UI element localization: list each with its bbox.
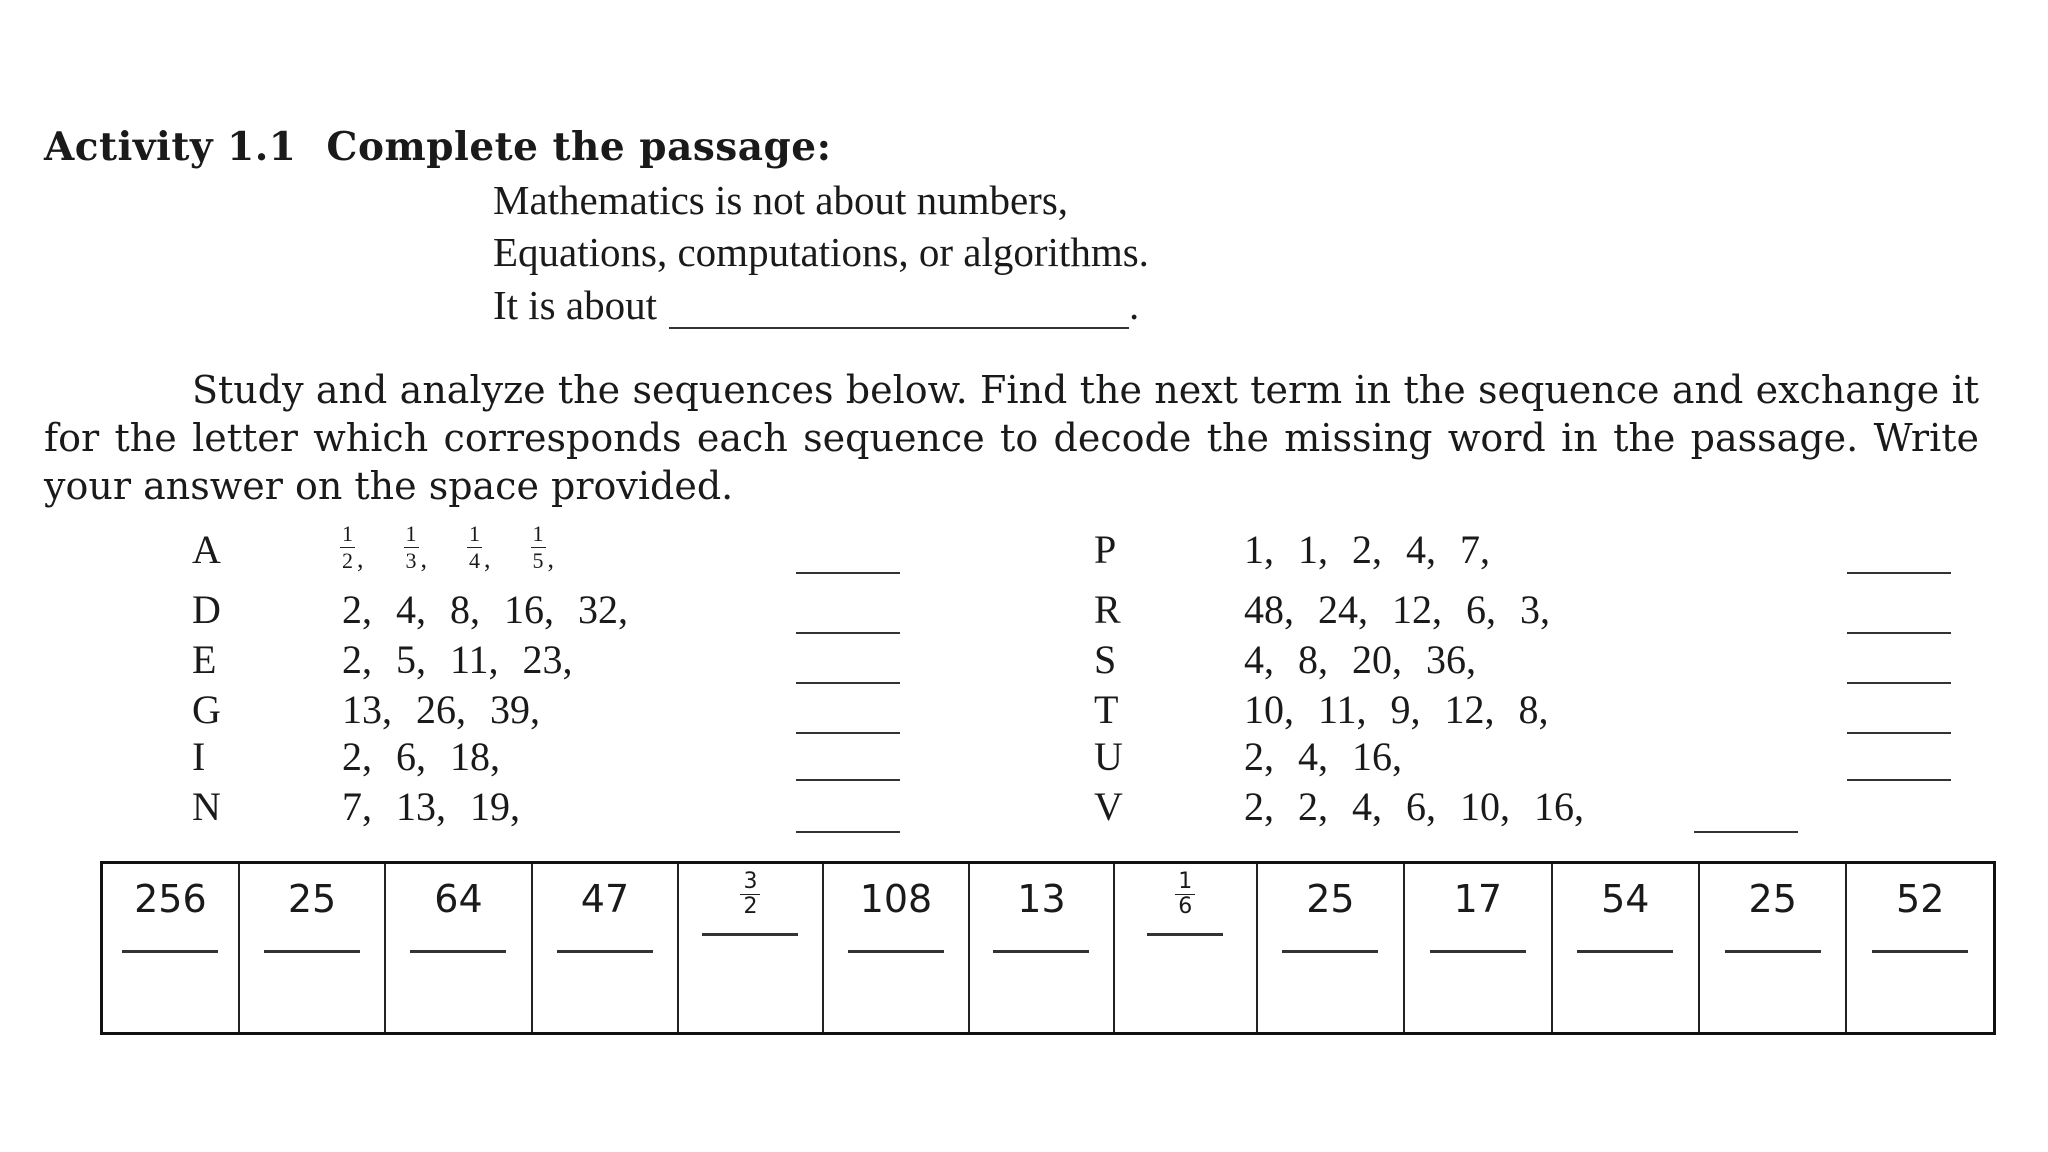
- cell-value: 17: [1453, 877, 1502, 921]
- answer-blank[interactable]: [796, 726, 900, 734]
- sequence-letter: N: [192, 784, 221, 829]
- cell-answer-blank[interactable]: [848, 950, 944, 953]
- fraction-term: $\frac{1}{3}$: [405, 521, 417, 574]
- answer-blank[interactable]: [1847, 726, 1951, 734]
- decode-cell: [1846, 863, 1994, 1034]
- answer-blank[interactable]: [1847, 566, 1951, 574]
- instructions-paragraph: [44, 366, 1979, 510]
- decode-cell: [969, 863, 1114, 1034]
- sequence-terms: 10, 11, 9, 12, 8,: [1244, 687, 1549, 732]
- fraction-term: $\frac{1}{2}$: [342, 521, 353, 574]
- sequence-terms: 48, 24, 12, 6, 3,: [1244, 587, 1550, 632]
- activity-heading: [44, 124, 832, 170]
- answer-blank[interactable]: [1847, 626, 1951, 634]
- decode-cell: [678, 863, 823, 1034]
- cell-answer-blank[interactable]: [122, 950, 218, 953]
- answer-blank[interactable]: [1847, 676, 1951, 684]
- passage-answer-blank[interactable]: [669, 291, 1129, 329]
- sequence-terms: 7, 13, 19,: [342, 784, 520, 829]
- sequence-letter: R: [1094, 587, 1121, 632]
- decode-cell: [239, 863, 385, 1034]
- sequence-terms-fractions: $\frac{1}{2}$ , $\frac{1}{3}$ , $\frac{1}{4}$ , $\frac{1}{5}$ ,: [342, 521, 554, 574]
- cell-value: 64: [434, 877, 483, 921]
- activity-instruction: Complete the passage:: [326, 124, 832, 170]
- passage-period: .: [1128, 282, 1140, 328]
- cell-value: 13: [1017, 877, 1066, 921]
- cell-value: 25: [1748, 877, 1797, 921]
- cell-answer-blank[interactable]: [1872, 950, 1968, 953]
- cell-value: 47: [580, 877, 630, 921]
- cell-answer-blank[interactable]: [702, 933, 798, 936]
- cell-answer-blank[interactable]: [1577, 950, 1673, 953]
- cell-value: 52: [1896, 877, 1945, 921]
- sequence-terms: 13, 26, 39,: [342, 687, 540, 732]
- cell-answer-blank[interactable]: [1147, 933, 1223, 936]
- sequence-letter: U: [1094, 734, 1123, 779]
- sequence-terms: 2, 6, 18,: [342, 734, 500, 779]
- sequence-terms: 1, 1, 2, 4, 7,: [1244, 527, 1490, 572]
- answer-blank[interactable]: [796, 773, 900, 781]
- cell-fraction: $\frac{3}{2}$: [740, 870, 760, 919]
- passage-line-2: Equations, computations, or algorithms.: [493, 229, 1149, 275]
- passage-line-3-text: It is about: [493, 282, 657, 328]
- cell-value: 108: [859, 877, 933, 921]
- cell-answer-blank[interactable]: [557, 950, 653, 953]
- cell-value: 54: [1601, 877, 1650, 921]
- cell-value: 25: [1306, 877, 1355, 921]
- sequence-terms: 2, 4, 8, 16, 32,: [342, 587, 628, 632]
- decode-cell: [1699, 863, 1846, 1034]
- decode-table: [100, 861, 1996, 1035]
- decode-cell: [532, 863, 678, 1034]
- instructions-text: Study and analyze the sequences below. Find the next term in the sequence and exchange it for the letter which corresponds each sequence to decode the missing word in the passage. Write your answer on the space provided.: [44, 368, 1979, 508]
- sequence-terms: 2, 5, 11, 23,: [342, 637, 573, 682]
- cell-value: 256: [134, 877, 207, 921]
- sequence-terms: 2, 4, 16,: [1244, 734, 1402, 779]
- answer-blank[interactable]: [1694, 825, 1798, 833]
- passage-line-1: Mathematics is not about numbers,: [493, 177, 1069, 223]
- decode-cell: [385, 863, 531, 1034]
- sequence-letter: P: [1094, 527, 1117, 572]
- cell-answer-blank[interactable]: [410, 950, 506, 953]
- decode-cell: [1404, 863, 1551, 1034]
- sequence-letter: V: [1094, 784, 1123, 829]
- sequence-letter: D: [192, 587, 221, 632]
- activity-number: Activity 1.1: [44, 124, 297, 170]
- sequence-letter: G: [192, 687, 221, 732]
- cell-fraction: $\frac{1}{6}$: [1175, 870, 1195, 919]
- sequence-letter: I: [192, 734, 206, 779]
- answer-blank[interactable]: [796, 825, 900, 833]
- cell-answer-blank[interactable]: [1282, 950, 1378, 953]
- sequence-terms: 2, 2, 4, 6, 10, 16,: [1244, 784, 1584, 829]
- fraction-term: $\frac{1}{4}$: [469, 521, 480, 574]
- cell-value: 25: [287, 877, 337, 921]
- decode-cell: [1552, 863, 1699, 1034]
- answer-blank[interactable]: [796, 676, 900, 684]
- sequence-letter: S: [1094, 637, 1117, 682]
- answer-blank[interactable]: [796, 566, 900, 574]
- decode-table-row: [102, 863, 1995, 1034]
- cell-answer-blank[interactable]: [993, 950, 1089, 953]
- cell-answer-blank[interactable]: [1725, 950, 1821, 953]
- sequence-terms: 4, 8, 20, 36,: [1244, 637, 1476, 682]
- cell-answer-blank[interactable]: [1430, 950, 1526, 953]
- fraction-term: $\frac{1}{5}$: [532, 521, 544, 574]
- sequence-letter: A: [192, 527, 221, 572]
- sequence-letter: T: [1094, 687, 1119, 732]
- decode-cell: [102, 863, 239, 1034]
- decode-cell: [1257, 863, 1404, 1034]
- answer-blank[interactable]: [1847, 773, 1951, 781]
- cell-answer-blank[interactable]: [264, 950, 360, 953]
- decode-cell: [1114, 863, 1257, 1034]
- answer-blank[interactable]: [796, 626, 900, 634]
- sequence-letter: E: [192, 637, 217, 682]
- decode-cell: [823, 863, 969, 1034]
- passage-line-3: [493, 281, 1139, 329]
